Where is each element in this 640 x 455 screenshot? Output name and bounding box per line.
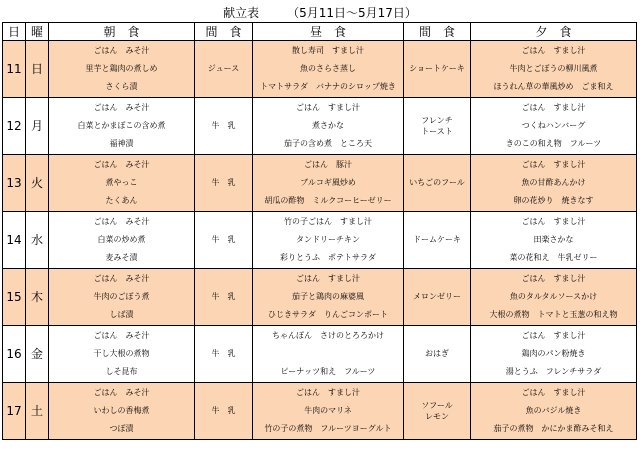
snack-am-cell: [195, 326, 253, 383]
menu-item: さくら漬: [105, 82, 138, 91]
snack-pm-cell: [404, 155, 471, 212]
menu-item: 散し寿司 すまし汁: [292, 46, 364, 55]
menu-item: 牛 乳: [211, 121, 236, 130]
menu-item: 彩りとうふ ポテトサラダ: [280, 253, 376, 262]
menu-item: ブルコギ風炒め: [300, 178, 356, 187]
menu-item: おはぎ: [425, 349, 449, 358]
lunch-cell: [253, 326, 404, 383]
date-range: （5月11日～5月17日）: [287, 6, 417, 20]
breakfast-cell: [49, 212, 195, 269]
lunch-cell: [253, 383, 404, 440]
menu-item: 牛 乳: [211, 235, 236, 244]
menu-item: 牛肉とごぼうの柳川風煮: [509, 64, 598, 73]
menu-item: ごはん すまし汁: [521, 217, 586, 226]
breakfast-cell: [49, 155, 195, 212]
day-number: 14: [3, 212, 26, 269]
dinner-cell: [471, 98, 637, 155]
menu-item: 茄子と鶏肉の麻婆風: [292, 292, 364, 301]
breakfast-cell: [49, 269, 195, 326]
menu-item: レモン: [425, 412, 449, 421]
menu-item: 卵の花炒り 焼きなす: [513, 196, 594, 205]
weekday: 月: [26, 98, 49, 155]
snack-am-cell: [195, 383, 253, 440]
weekday: 木: [26, 269, 49, 326]
menu-item: 福神漬: [109, 139, 134, 148]
weekday: 日: [26, 41, 49, 98]
table-row: [3, 269, 637, 326]
menu-item: いわしの香梅煮: [93, 406, 150, 415]
snack-pm-cell: [404, 326, 471, 383]
lunch-cell: [253, 155, 404, 212]
menu-item: [253, 345, 403, 363]
day-number: 17: [3, 383, 26, 440]
menu-item: タンドリーチキン: [296, 235, 360, 244]
menu-item: きのこの和え物 フルーツ: [505, 139, 602, 148]
day-number: 16: [3, 326, 26, 383]
dinner-cell: [471, 155, 637, 212]
menu-item: つぼ漬: [109, 424, 134, 433]
header-lunch: 昼 食: [253, 23, 404, 41]
snack-pm-cell: [404, 98, 471, 155]
menu-item: 胡瓜の酢物 ミルクコーヒーゼリー: [264, 196, 392, 205]
lunch-cell: [253, 41, 404, 98]
menu-item: 白菜の炒め煮: [97, 235, 146, 244]
breakfast-cell: [49, 326, 195, 383]
dinner-cell: [471, 326, 637, 383]
menu-item: つくねハンバーグ: [521, 121, 586, 130]
table-row: [3, 212, 637, 269]
menu-item: ごはん すまし汁: [296, 103, 360, 112]
menu-item: トースト: [421, 127, 453, 136]
menu-item: ごはん すまし汁: [521, 160, 586, 169]
menu-item: 茄子の含め煮 ところ天: [284, 139, 372, 148]
lunch-cell: [253, 98, 404, 155]
menu-item: 茄子の煮物 かにかま酢みそ和え: [493, 424, 614, 433]
menu-item: ごはん すまし汁: [296, 388, 360, 397]
menu-item: ごはん みそ汁: [93, 388, 150, 397]
menu-item: 大根の煮物 トマトと玉葱の和え物: [489, 310, 618, 319]
menu-item: 煮さかな: [312, 121, 344, 130]
menu-item: 魚のタルタルソースかけ: [509, 292, 598, 301]
breakfast-cell: [49, 383, 195, 440]
dinner-cell: [471, 212, 637, 269]
menu-item: 牛 乳: [211, 178, 236, 187]
menu-item: 牛肉のごぼう煮: [93, 292, 150, 301]
menu-item: 菜の花和え 牛乳ゼリー: [509, 253, 598, 262]
menu-item: ほうれん草の華風炒め ごま和え: [493, 82, 614, 91]
menu-item: ごはん みそ汁: [93, 274, 150, 283]
menu-item: 里芋と鶏肉の煮しめ: [85, 64, 158, 73]
header-snack-am: 間 食: [195, 23, 253, 41]
menu-item: 湯とうふ フレンチサラダ: [505, 367, 602, 376]
menu-item: ごはん みそ汁: [93, 103, 150, 112]
breakfast-cell: [49, 98, 195, 155]
header-day: 日: [3, 23, 26, 41]
menu-item: ジュース: [207, 64, 240, 73]
menu-item: ごはん すまし汁: [296, 274, 360, 283]
menu-item: 田楽さかな: [533, 235, 574, 244]
menu-item: しば漬: [109, 310, 134, 319]
snack-am-cell: [195, 269, 253, 326]
menu-item: 魚のさらさ蒸し: [300, 64, 356, 73]
dinner-cell: [471, 383, 637, 440]
menu-item: ごはん すまし汁: [521, 388, 586, 397]
menu-item: フレンチ: [421, 116, 453, 125]
snack-am-cell: [195, 155, 253, 212]
menu-item: 煮やっこ: [105, 178, 138, 187]
snack-pm-cell: [404, 41, 471, 98]
lunch-cell: [253, 212, 404, 269]
breakfast-cell: [49, 41, 195, 98]
dinner-cell: [471, 269, 637, 326]
menu-item: ごはん みそ汁: [93, 160, 150, 169]
menu-item: 干し大根の煮物: [93, 349, 150, 358]
menu-item: ソフール: [421, 401, 453, 410]
menu-item: 鶏肉のパン粉焼き: [521, 349, 586, 358]
page-title: 献立表: [223, 6, 260, 20]
day-number: 12: [3, 98, 26, 155]
menu-item: ショートケーキ: [409, 64, 465, 73]
menu-item: ごはん みそ汁: [93, 217, 150, 226]
snack-am-cell: [195, 98, 253, 155]
snack-am-cell: [195, 212, 253, 269]
table-row: [3, 41, 637, 98]
menu-item: ごはん すまし汁: [521, 103, 586, 112]
header-row: [3, 23, 637, 41]
header-breakfast: 朝 食: [49, 23, 195, 41]
snack-am-cell: [195, 41, 253, 98]
menu-item: ごはん みそ汁: [93, 46, 150, 55]
menu-title-bar: [0, 5, 640, 21]
menu-item: 竹の子ごはん すまし汁: [284, 217, 372, 226]
weekday: 土: [26, 383, 49, 440]
day-number: 15: [3, 269, 26, 326]
menu-item: 牛 乳: [211, 292, 236, 301]
menu-item: メロンゼリー: [413, 292, 461, 301]
menu-item: ドームケーキ: [413, 235, 461, 244]
header-snack-pm: 間 食: [404, 23, 471, 41]
menu-item: ちゃんぽん さけのとろろかけ: [272, 331, 384, 340]
dinner-cell: [471, 41, 637, 98]
menu-item: 牛 乳: [211, 406, 236, 415]
weekday: 金: [26, 326, 49, 383]
table-row: [3, 326, 637, 383]
lunch-cell: [253, 269, 404, 326]
menu-item: ごはん 豚汁: [304, 160, 352, 169]
menu-item: 白菜とかまぼこの含め煮: [77, 121, 166, 130]
menu-item: 魚の甘酢あんかけ: [521, 178, 586, 187]
header-weekday: 曜: [26, 23, 49, 41]
table-row: [3, 155, 637, 212]
menu-item: 麦みそ漬: [105, 253, 138, 262]
menu-item: いちごのフール: [409, 178, 465, 187]
menu-item: ごはん すまし汁: [521, 46, 586, 55]
day-number: 13: [3, 155, 26, 212]
menu-item: ひじきサラダ りんごコンポート: [268, 310, 388, 319]
menu-item: トマトサラダ バナナのシロップ焼き: [260, 82, 396, 91]
menu-item: たくあん: [105, 196, 138, 205]
snack-pm-cell: [404, 212, 471, 269]
menu-item: 竹の子の煮物 フルーツヨーグルト: [264, 424, 392, 433]
menu-item: ごはん すまし汁: [521, 274, 586, 283]
header-dinner: 夕 食: [471, 23, 637, 41]
weekday: 水: [26, 212, 49, 269]
menu-item: 魚のバジル焼き: [525, 406, 582, 415]
menu-item: 牛肉のマリネ: [304, 406, 352, 415]
snack-pm-cell: [404, 269, 471, 326]
menu-item: ごはん すまし汁: [521, 331, 586, 340]
snack-pm-cell: [404, 383, 471, 440]
menu-item: ピーナッツ和え フルーツ: [280, 367, 376, 376]
menu-table: [2, 22, 637, 440]
menu-item: しそ昆布: [105, 367, 138, 376]
day-number: 11: [3, 41, 26, 98]
weekday: 火: [26, 155, 49, 212]
menu-item: 牛 乳: [211, 349, 236, 358]
table-row: [3, 383, 637, 440]
menu-body: [3, 41, 637, 440]
menu-item: ごはん みそ汁: [93, 331, 150, 340]
table-row: [3, 98, 637, 155]
